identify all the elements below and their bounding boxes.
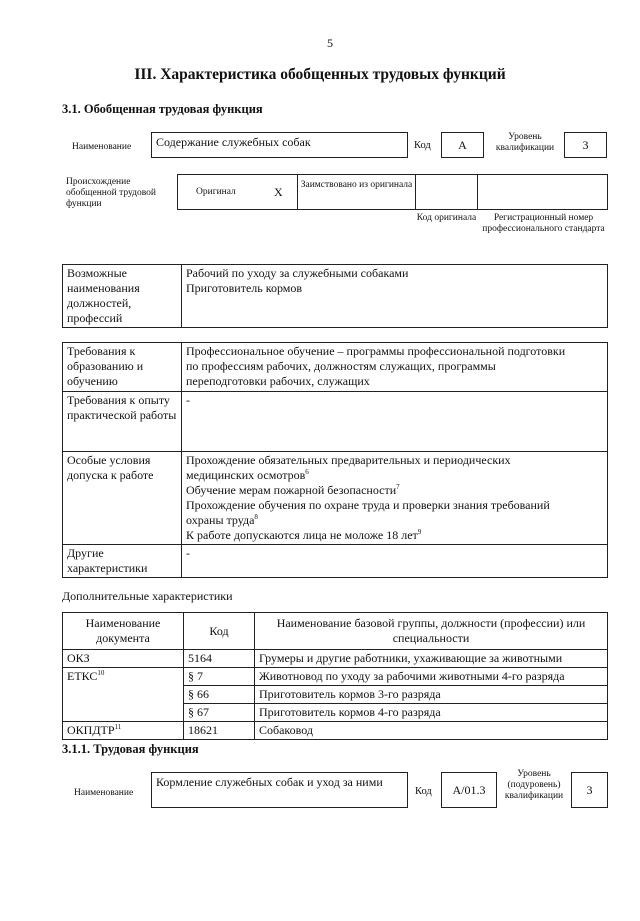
- req-value-cell: [182, 452, 608, 545]
- code-cell: § 66: [184, 686, 255, 704]
- origin-reg-caption: Регистрационный номер профессионального стандарта: [482, 213, 605, 234]
- gtf-code-field: [441, 132, 484, 158]
- header-code: Код: [209, 623, 229, 638]
- gtf-level-field: [564, 132, 607, 158]
- table-row: [63, 722, 608, 740]
- requirements-table: [62, 342, 608, 578]
- additional-header-cell: [255, 613, 608, 650]
- tf-code-field: [441, 772, 497, 808]
- req-label-cell: [63, 545, 182, 578]
- gtf-level-value: 3: [582, 138, 589, 152]
- tf-code-value: A/01.3: [452, 783, 486, 797]
- req-value-cell: [182, 545, 608, 578]
- req-education-line: переподготовки рабочих, служащих: [186, 374, 370, 388]
- gtf-code-label: Код: [414, 140, 431, 151]
- gtf-origin-label: Происхождение обобщенной трудовой функции: [66, 177, 156, 209]
- origin-original-cell: [177, 174, 298, 210]
- tf-level-label: Уровень (подуровень) квалификации: [504, 769, 564, 801]
- code-cell: 18621: [184, 722, 255, 740]
- header-name: Наименование базовой группы, должности (профессии) или специальности: [276, 616, 586, 645]
- footnote-ref: 8: [254, 513, 258, 521]
- req-label-special: Особые условия допуска к работе: [67, 453, 154, 482]
- req-other-value: -: [186, 546, 190, 560]
- gtf-name-value: Содержание служебных собак: [156, 135, 311, 149]
- code-cell: 5164: [184, 650, 255, 668]
- origin-borrowed-cell: [297, 174, 416, 210]
- req-special-line: Прохождение обязательных предварительных и периодических: [186, 453, 511, 467]
- additional-table: [62, 612, 608, 740]
- positions-label-cell: [63, 265, 182, 328]
- additional-header-cell: [63, 613, 184, 650]
- table-row: [63, 668, 608, 686]
- req-label-cell: [63, 452, 182, 545]
- req-education-line: по профессиям рабочих, должностям служащих, программы: [186, 359, 496, 373]
- doc-cell: ЕТКС$^{10}$: [63, 668, 184, 722]
- req-label-education: Требования к образованию и обучению: [67, 344, 144, 388]
- table-row: [63, 650, 608, 668]
- req-label-other: Другие характеристики: [67, 546, 148, 575]
- name-cell: Собаковод: [255, 722, 608, 740]
- tf-heading: 3.1.1. Трудовая функция: [62, 742, 199, 756]
- page-number: 5: [327, 36, 333, 50]
- origin-reg-cell: [477, 174, 608, 210]
- doc-cell: ОКПДТР$^{11}$: [63, 722, 184, 740]
- code-cell: § 67: [184, 704, 255, 722]
- tf-name-value: Кормление служебных собак и уход за ними: [156, 775, 383, 789]
- req-value-cell: [182, 392, 608, 452]
- footnote-ref: 9: [417, 528, 422, 536]
- tf-level-value: 3: [586, 783, 593, 797]
- name-cell: Грумеры и другие работники, ухаживающие за животными: [255, 650, 608, 668]
- positions-label: Возможные наименования должностей, профессий: [67, 266, 140, 325]
- additional-heading: Дополнительные характеристики: [62, 589, 233, 603]
- tf-name-field: [151, 772, 408, 808]
- positions-value-cell: [182, 265, 608, 328]
- name-cell: Животновод по уходу за рабочими животными 4-го разряда: [255, 668, 608, 686]
- tf-level-field: [571, 772, 608, 808]
- gtf-name-label: Наименование: [72, 142, 132, 152]
- origin-code-cell: [415, 174, 478, 210]
- tf-code-label: Код: [415, 786, 432, 797]
- origin-original-label: Оригинал: [196, 187, 236, 197]
- positions-table: [62, 264, 608, 328]
- footnote-ref: 10: [97, 669, 105, 677]
- gtf-name-field: [151, 132, 408, 158]
- req-label-experience: Требования к опыту практической работы: [67, 393, 177, 422]
- footnote-ref: 7: [396, 483, 400, 491]
- req-special-line: Обучение мерам пожарной безопасности$^7$: [186, 483, 400, 497]
- doc-cell: ОКЗ: [63, 650, 184, 668]
- code-cell: § 7: [184, 668, 255, 686]
- additional-header-cell: [184, 613, 255, 650]
- origin-original-mark: X: [274, 185, 283, 199]
- tf-name-label: Наименование: [74, 788, 134, 798]
- req-education-line: Профессиональное обучение – программы профессиональной подготовки: [186, 344, 566, 358]
- position-item: Рабочий по уходу за служебными собаками: [186, 266, 409, 280]
- name-cell: Приготовитель кормов 4-го разряда: [255, 704, 608, 722]
- section-title: III. Характеристика обобщенных трудовых функций: [134, 66, 506, 83]
- header-document: Наименование документа: [85, 616, 161, 645]
- req-experience-value: -: [186, 393, 190, 407]
- req-special-line: медицинских осмотров$^6$: [186, 468, 309, 482]
- name-cell: Приготовитель кормов 3-го разряда: [255, 686, 608, 704]
- req-special-line: К работе допускаются лица не моложе 18 лет$^9$: [186, 528, 422, 542]
- gtf-heading: 3.1. Обобщенная трудовая функция: [62, 102, 263, 116]
- req-special-line: Прохождение обучения по охране труда и проверки знания требований: [186, 498, 550, 512]
- origin-code-caption: Код оригинала: [416, 213, 477, 223]
- footnote-ref: 11: [114, 723, 122, 731]
- gtf-level-label: Уровень квалификации: [495, 132, 555, 153]
- req-special-line: охраны труда$^8$: [186, 513, 258, 527]
- position-item: Приготовитель кормов: [186, 281, 303, 295]
- origin-borrowed-label: Заимствовано из оригинала: [300, 180, 413, 190]
- req-label-cell: [63, 343, 182, 392]
- req-value-cell: [182, 343, 608, 392]
- gtf-code-value: A: [458, 138, 467, 152]
- footnote-ref: 6: [305, 468, 309, 476]
- req-label-cell: [63, 392, 182, 452]
